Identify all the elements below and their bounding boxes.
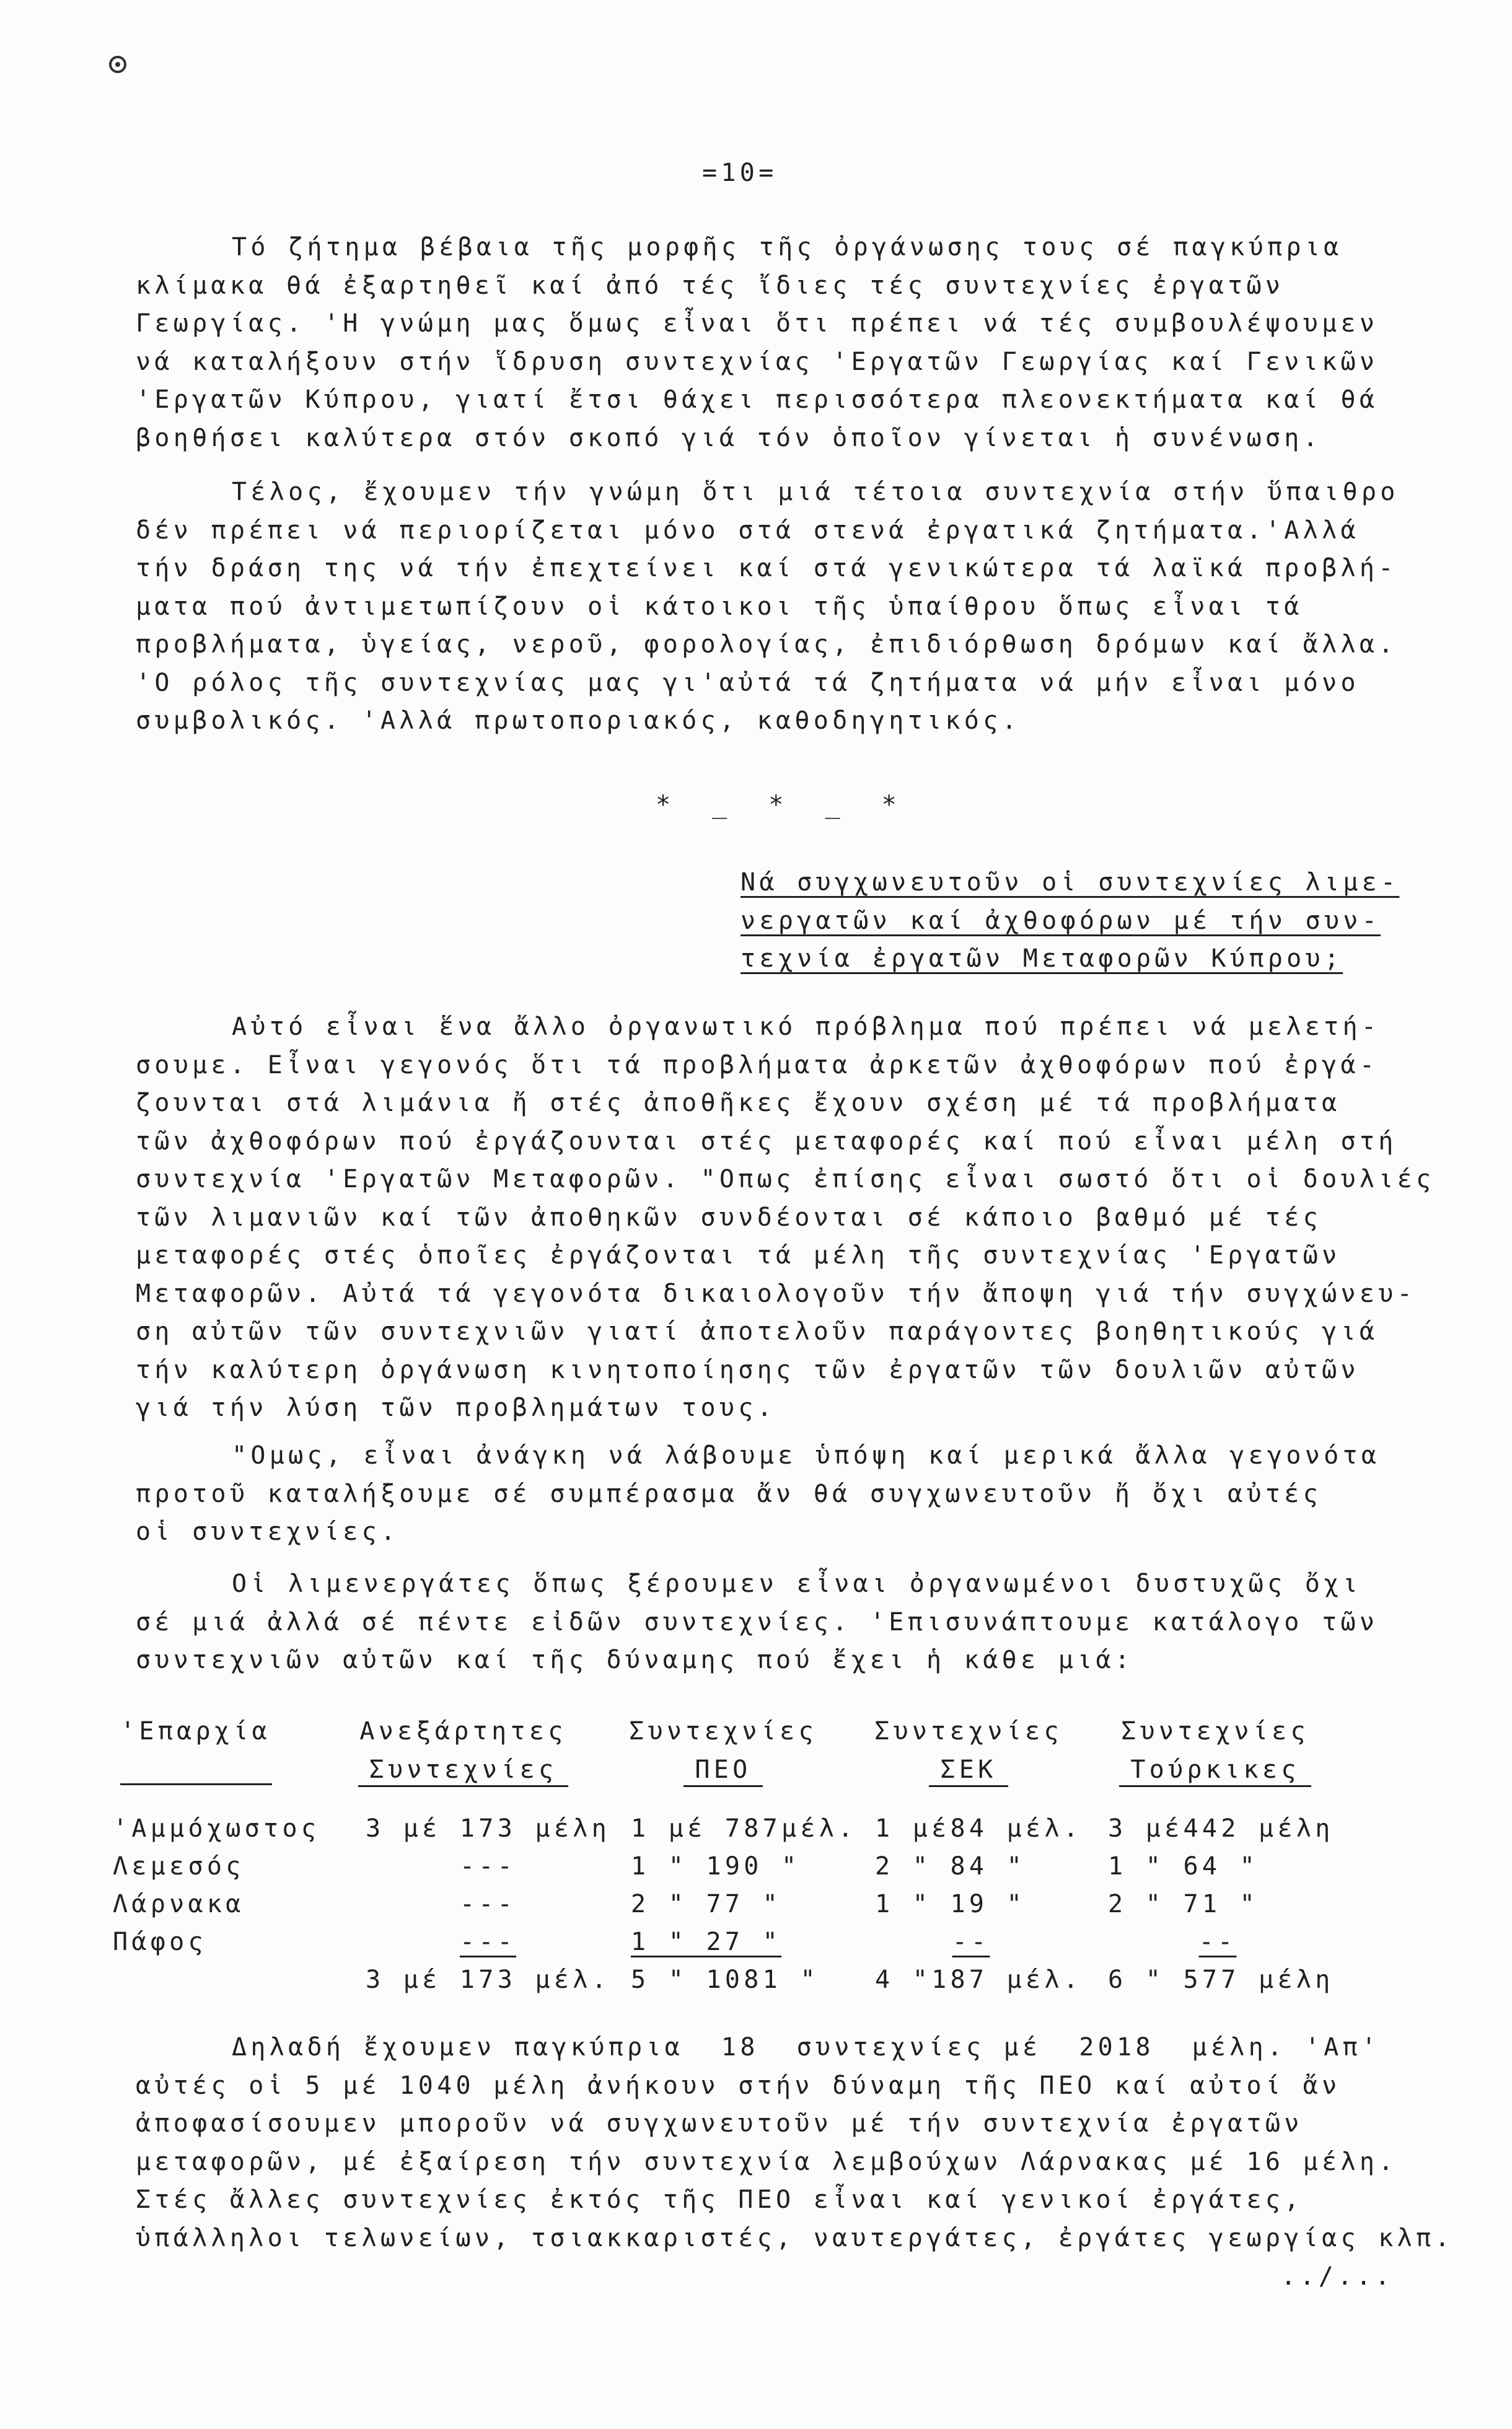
paragraph-line: Στές ἄλλες συντεχνίες ἐκτός τῆς ΠΕΟ εἶναι καί γενικοί ἐργάτες, <box>136 2185 1303 2214</box>
heading-line: τεχνία ἐργατῶν Μεταφορῶν Κύπρου; <box>741 944 1343 973</box>
header-label: Ανεξάρτητες <box>359 1717 567 1746</box>
header-label: ΣΕΚ <box>929 1754 1008 1787</box>
paragraph-line: ση αὐτῶν τῶν συντεχνιῶν γιατί ἀποτελοῦν παράγοντες βοηθητικούς γιά <box>136 1317 1379 1346</box>
paragraph-line: αὐτές οἱ 5 μέ 1040 μέλη ἀνήκουν στήν δύναμη τῆς ΠΕΟ καί αὐτοί ἄν <box>136 2071 1341 2100</box>
table-row <box>0 1923 1512 1961</box>
header-label: 'Επαρχία <box>120 1717 271 1746</box>
unions-table <box>0 1713 1512 1999</box>
paragraph-line: Οἱ λιμενεργάτες ὅπως ξέρουμεν εἶναι ὀργανωμένοι δυστυχῶς ὄχι <box>232 1570 1361 1598</box>
cell-turkish: 3 μέ442 μέλη <box>1108 1814 1334 1843</box>
total-peo: 5 " 1081 " <box>631 1966 819 1994</box>
punch-mark-icon <box>109 56 126 73</box>
cell-peo: 1 " 27 " <box>631 1928 782 1956</box>
paragraph-line: τήν δράση της νά τήν ἐπεχτείνει καί στά γενικώτερα τά λαϊκά προβλή- <box>136 554 1397 582</box>
header-underline <box>120 1783 272 1785</box>
cell-turkish: 1 " 64 " <box>1108 1852 1259 1881</box>
paragraph-line: Μεταφορῶν. Αὐτά τά γεγονότα δικαιολογοῦν τήν ἄποψη γιά τήν συγχώνευ- <box>136 1279 1416 1308</box>
cell-independent: --- <box>459 1852 517 1881</box>
paragraph-line: σέ μιά ἀλλά σέ πέντε εἰδῶν συντεχνίες. 'Επισυνάπτουμε κατάλογο τῶν <box>136 1607 1379 1636</box>
header-label: Συντεχνίες <box>874 1717 1063 1746</box>
paragraph-line: Δηλαδή ἔχουμεν παγκύπρια 18 συντεχνίες μέ 2018 μέλη. 'Απ' <box>232 2033 1381 2062</box>
cell-turkish: -- <box>1198 1928 1237 1956</box>
header-independent <box>356 1713 570 1789</box>
paragraph-line: συντεχνία 'Εργατῶν Μεταφορῶν. "Οπως ἐπίσης εἶναι σωστό ὅτι οἱ δουλιές <box>136 1165 1435 1193</box>
heading-line: νεργατῶν καί ἀχθοφόρων μέ τήν συν- <box>741 906 1381 935</box>
section-separator: * _ * _ * <box>656 791 900 819</box>
table-row <box>0 1810 1512 1848</box>
paragraph-line: προβλήματα, ὑγείας, νεροῦ, φορολογίας, ἐπιδιόρθωση δρόμων καί ἄλλα. <box>136 630 1397 659</box>
paragraph-line: Τό ζήτημα βέβαια τῆς μορφῆς τῆς ὀργάνωσης τους σέ παγκύπρια <box>232 233 1343 261</box>
cell-sek: 2 " 84 " <box>875 1852 1026 1881</box>
continuation-mark: ../... <box>1281 2262 1394 2291</box>
paragraph-line: Αὐτό εἶναι ἕνα ἄλλο ὀργανωτικό πρόβλημα πού πρέπει νά μελετή- <box>232 1012 1381 1041</box>
cell-district: Λάρνακα <box>113 1890 245 1918</box>
paragraph-line: συντεχνιῶν αὐτῶν καί τῆς δύναμης πού ἔχει ἡ κάθε μιά: <box>136 1646 1134 1674</box>
header-turkish <box>1119 1713 1311 1789</box>
paragraph-line: τῶν λιμανιῶν καί τῶν ἀποθηκῶν συνδέονται σέ κάποιο βαθμό μέ τές <box>136 1203 1322 1232</box>
paragraph-line: ματα πού ἀντιμετωπίζουν οἱ κάτοικοι τῆς ὑπαίθρου ὅπως εἶναι τά <box>136 592 1303 621</box>
paragraph-line: δέν πρέπει νά περιορίζεται μόνο στά στενά ἐργατικά ζητήματα.'Αλλά <box>136 516 1360 545</box>
header-sek <box>872 1713 1065 1789</box>
paragraph-4 <box>136 1437 1380 1552</box>
paragraph-line: ζουνται στά λιμάνια ἤ στές ἀποθῆκες ἔχουν σχέση μέ τά προβλήματα <box>136 1089 1341 1117</box>
paragraph-line: μεταφορές στές ὁποῖες ἐργάζονται τά μέλη τῆς συντεχνίας 'Εργατῶν <box>136 1241 1341 1270</box>
paragraph-line: βοηθήσει καλύτερα στόν σκοπό γιά τόν ὁποῖον γίνεται ἡ συνένωση. <box>136 423 1322 452</box>
total-turkish: 6 " 577 μέλη <box>1108 1966 1334 1994</box>
heading-line: Νά συγχωνευτοῦν οἱ συντεχνίες λιμε- <box>741 868 1400 897</box>
paragraph-line: γιά τήν λύση τῶν προβλημάτων τους. <box>136 1394 776 1422</box>
paragraph-line: οἱ συντεχνίες. <box>136 1518 400 1546</box>
paragraph-line: Τέλος, ἔχουμεν τήν γνώμη ὅτι μιά τέτοια συντεχνία στήν ὕπαιθρο <box>232 478 1399 506</box>
header-label: ΠΕΟ <box>683 1754 762 1787</box>
paragraph-line: ἀποφασίσουμεν μποροῦν νά συγχωνευτοῦν μέ τήν συντεχνία ἐργατῶν <box>136 2109 1303 2138</box>
paragraph-6 <box>136 2029 1454 2257</box>
paragraph-5 <box>136 1565 1378 1680</box>
header-district <box>120 1713 271 1751</box>
table-row <box>0 1848 1512 1886</box>
cell-independent: 3 μέ 173 μέλη <box>366 1814 610 1843</box>
cell-sek: 1 μέ84 μέλ. <box>875 1814 1083 1843</box>
paragraph-line: συμβολικός. 'Αλλά πρωτοποριακός, καθοδηγητικός. <box>136 706 1021 735</box>
table-row <box>0 1886 1512 1923</box>
cell-district: 'Αμμόχωστος <box>113 1814 320 1843</box>
cell-district: Λεμεσός <box>113 1852 245 1881</box>
total-sek: 4 "187 μέλ. <box>875 1966 1083 1994</box>
cell-peo: 2 " 77 " <box>631 1890 782 1918</box>
paragraph-line: προτοῦ καταλήξουμε σέ συμπέρασμα ἄν θά συγχωνευτοῦν ἤ ὄχι αὐτές <box>136 1479 1322 1508</box>
paragraph-line: τήν καλύτερη ὀργάνωση κινητοποίησης τῶν ἐργατῶν τῶν δουλιῶν αὐτῶν <box>136 1355 1360 1384</box>
cell-district: Πάφος <box>113 1928 207 1956</box>
cell-turkish: 2 " 71 " <box>1108 1890 1259 1918</box>
cell-independent: --- <box>459 1928 517 1956</box>
total-independent: 3 μέ 173 μέλ. <box>366 1966 610 1994</box>
header-peo <box>627 1713 819 1789</box>
cell-peo: 1 " 190 " <box>631 1852 801 1881</box>
paragraph-line: 'Ο ρόλος τῆς συντεχνίας μας γι'αὐτά τά ζητήματα νά μήν εἶναι μόνο <box>136 668 1360 697</box>
header-label: Τούρκικες <box>1119 1754 1311 1787</box>
paragraph-2 <box>136 473 1399 740</box>
cell-independent: --- <box>459 1890 517 1918</box>
paragraph-line: "Ομως, εἶναι ἀνάγκη νά λάβουμε ὑπόψη καί μερικά ἄλλα γεγονότα <box>232 1441 1381 1470</box>
paragraph-line: τῶν ἀχθοφόρων πού ἐργάζουνται στές μεταφορές καί πού εἶναι μέλη στή <box>136 1127 1397 1156</box>
header-label: Συντεχνίες <box>629 1717 817 1746</box>
section-heading <box>741 864 1399 978</box>
paragraph-line: 'Εργατῶν Κύπρου, γιατί ἔτσι θάχει περισσότερα πλεονεκτήματα καί θά <box>136 385 1379 414</box>
paragraph-line: ὑπάλληλοι τελωνείων, τσιακκαριστές, ναυτεργάτες, ἐργάτες γεωργίας κλπ. <box>136 2223 1454 2252</box>
paragraph-line: Γεωργίας. 'Η γνώμη μας ὅμως εἶναι ὅτι πρέπει νά τές συμβουλέψουμεν <box>136 309 1379 338</box>
table-header <box>0 1713 1512 1789</box>
table-body <box>0 1810 1512 1999</box>
cell-sek: 1 " 19 " <box>875 1890 1026 1918</box>
page-number: =10= <box>702 159 778 187</box>
header-label: Συντεχνίες <box>1121 1717 1309 1746</box>
cell-sek: -- <box>952 1928 990 1956</box>
paragraph-line: κλίμακα θά ἐξαρτηθεῖ καί ἀπό τές ἴδιες τές συντεχνίες ἐργατῶν <box>136 271 1285 300</box>
paragraph-line: μεταφορῶν, μέ ἐξαίρεση τήν συντεχνία λεμβούχων Λάρνακας μέ 16 μέλη. <box>136 2147 1397 2176</box>
table-totals-row <box>0 1961 1512 1999</box>
paragraph-3 <box>136 1008 1435 1428</box>
paragraph-line: νά καταλήξουν στήν ἵδρυση συντεχνίας 'Εργατῶν Γεωργίας καί Γενικῶν <box>136 347 1379 376</box>
header-label: Συντεχνίες <box>358 1754 569 1787</box>
paragraph-line: σουμε. Εἶναι γεγονός ὅτι τά προβλήματα ἀρκετῶν ἀχθοφόρων πού ἐργά- <box>136 1050 1379 1079</box>
cell-peo: 1 μέ 787μέλ. <box>631 1814 857 1843</box>
paragraph-1 <box>136 229 1378 457</box>
